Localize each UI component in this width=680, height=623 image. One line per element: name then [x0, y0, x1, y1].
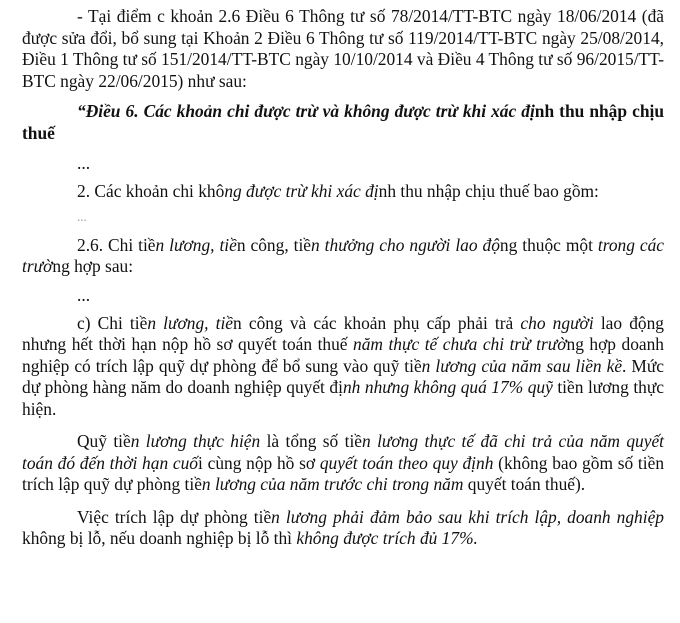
item-c-part-9: . Mức dự phòng hàng năm do doanh nghiệp quyết đị [22, 355, 664, 397]
heading-part-3: nh thu nhập chịu thuế [22, 101, 664, 143]
heading-part-2: n chi được trừ và không được trừ khi xác đị [212, 101, 535, 121]
item-c-paragraph [22, 313, 664, 421]
heading-part-1: “Điều 6. Các khoả [77, 101, 213, 121]
salary-fund-paragraph [22, 431, 664, 496]
fund-part-4: n lương thực tế đã chi trả của năm quyết toán đó đến thời hạn cuố [22, 431, 664, 473]
item-c-part-2: n lương, tiề [147, 312, 234, 333]
provision-paragraph [22, 507, 664, 550]
ellipsis-2: ... [77, 208, 87, 224]
fund-part-2: n lương thực hiện [130, 431, 261, 451]
fund-part-8: n lương của năm trước chi trong năm [201, 474, 468, 494]
item-c-part-7: ng hợp doanh nghiệp có trích lập quỹ dự phòng để bổ sung vào quỹ tiề [22, 334, 664, 376]
provision-part-2: n lương phải đảm bảo sau khi trích lập, doanh nghiệp [271, 506, 664, 527]
item-2-6-part-5: ng thuộc một [499, 234, 598, 255]
item-2-paragraph [22, 181, 664, 203]
item-2-part-3: nh thu nhập chịu thuế bao gồm: [378, 181, 599, 201]
item-c-part-6: năm thực tế chưa chi trừ trườ [353, 334, 567, 354]
item-2-6-paragraph [22, 235, 664, 278]
item-c-part-4: cho người [520, 312, 594, 333]
provision-part-4: không được trích đủ 17%. [296, 528, 478, 548]
intro-paragraph: - Tại điểm c khoản 2.6 Điều 6 Thông tư số 78/2014/TT-BTC ngày 18/06/2014 (đã được sửa đổi, bổ sung tại Khoản 2 Điều 6 Thông tư số 119/2014/TT-BTC ngày 25/08/2014, Điều 1 Thông tư số 151/2014/TT-BTC ngày 10/10/2014 và Điều 4 Thông tư số 96/2015/TT-BTC ngày 22/06/2015) như sau: [22, 6, 664, 91]
fund-part-5: i cùng nộp hồ sơ [198, 452, 320, 473]
item-2-6-part-6: trong các trườ [22, 234, 665, 276]
ellipsis-1: ... [77, 153, 91, 173]
item-c-part-1: c) Chi tiề [77, 312, 148, 333]
item-2-6-part-7: ng hợp sau: [52, 256, 134, 276]
fund-part-3: là tổng số tiề [260, 431, 363, 451]
item-c-part-8: n lương của năm sau liền kề [421, 355, 623, 376]
fund-part-9: quyết toán thuế). [467, 474, 586, 494]
ellipsis-3: ... [77, 284, 91, 305]
item-c-part-3: n công và các khoản phụ cấp phải trả [233, 312, 521, 333]
provision-part-3: không bị lỗ, nếu doanh nghiệp bị lỗ thì [22, 528, 297, 548]
item-c-part-10: nh nhưng không quá 17% quỹ [342, 377, 553, 397]
item-2-part-1: 2. Các khoản chi khô [77, 181, 225, 201]
provision-part-1: Việc trích lập dự phòng tiề [77, 506, 272, 527]
item-2-6-part-1: 2.6. Chi tiề [77, 234, 156, 255]
item-c-part-5: lao động nhưng hết thời hạn nộp hồ sơ quyết toán thuế [22, 312, 664, 354]
fund-part-1: Quỹ tiề [77, 431, 131, 451]
item-2-6-part-2: n lương, tiề [155, 234, 237, 255]
article-6-heading [22, 101, 664, 144]
item-c-part-11: tiền lương thực hiện. [22, 377, 665, 419]
fund-part-7: (không bao gồm số tiền trích lập quỹ dự phòng tiề [22, 452, 665, 494]
item-2-6-part-4: n thưởng cho người lao độ [311, 234, 500, 255]
item-2-6-part-3: n công, tiề [236, 234, 312, 255]
item-2-part-2: ng được trừ khi xác đị [224, 181, 379, 201]
fund-part-6: quyết toán theo quy định [319, 452, 494, 473]
